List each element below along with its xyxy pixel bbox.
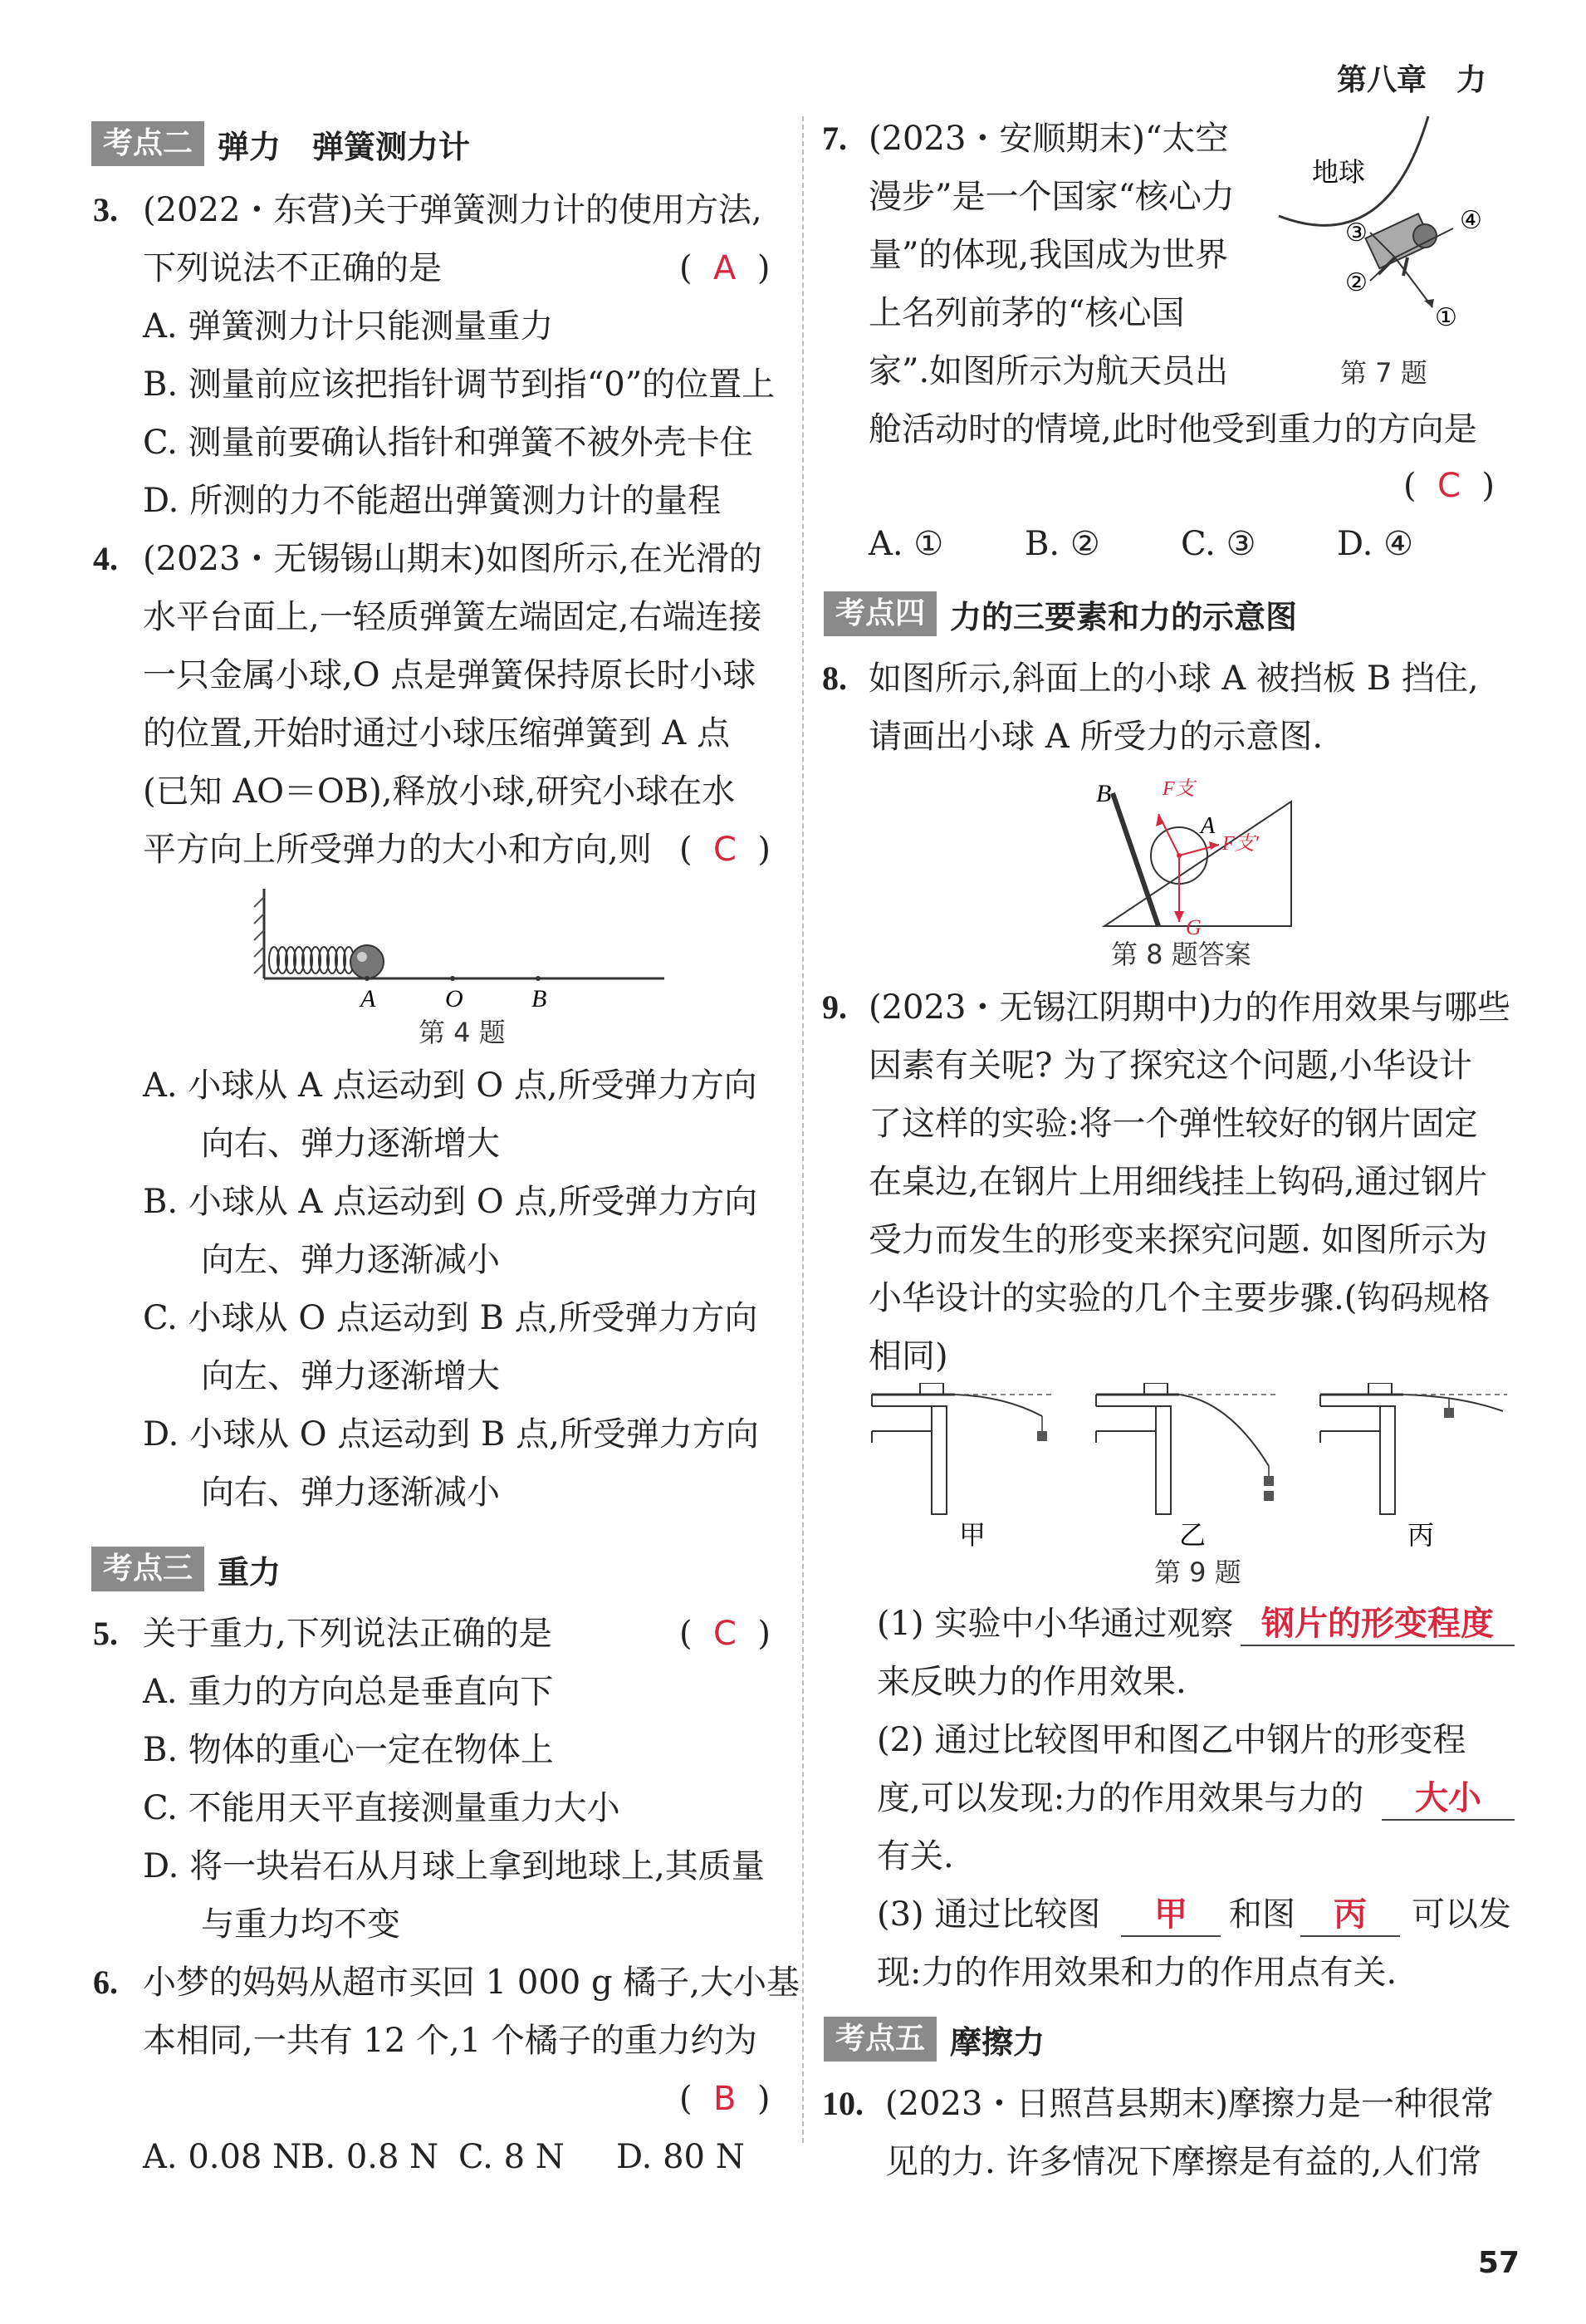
section-tag-label: 考点五 — [824, 2017, 937, 2062]
setup-bing — [1320, 1383, 1507, 1514]
section-tag-label: 考点二 — [91, 121, 204, 166]
question-text: 上名列前茅的“核心国 — [869, 294, 1185, 332]
section-tag-2 — [91, 121, 470, 166]
steel-strip-figure — [864, 1383, 1511, 1549]
blank-3b[interactable]: 丙 — [1300, 1894, 1400, 1937]
option-a: A. 0.08 N — [143, 2138, 302, 2176]
chapter-title: 第八章 力 — [1336, 63, 1486, 97]
option-a: A. ① — [869, 525, 944, 563]
figure-caption: 第 4 题 — [419, 1017, 506, 1048]
section-title: 力的三要素和力的示意图 — [950, 598, 1298, 635]
option-d: D. 80 N — [616, 2138, 745, 2176]
sub-question-2: (2) 通过比较图甲和图乙中钢片的形变程 — [877, 1721, 1466, 1759]
earth-label: 地球 — [1312, 156, 1366, 188]
option-c: C. 不能用天平直接测量重力大小 — [143, 1789, 620, 1827]
figure-caption: 第 7 题 — [1340, 357, 1427, 389]
question-text: 见的力. 许多情况下摩擦是有益的,人们常 — [885, 2143, 1482, 2181]
label-yi: 乙 — [1179, 1519, 1207, 1549]
sub-question-2-end: 有关. — [877, 1837, 954, 1875]
setup-jia — [872, 1383, 1055, 1514]
sub-question-3: (3) 通过比较图 — [877, 1895, 1101, 1934]
label-3: ③ — [1345, 218, 1368, 248]
blank-3a[interactable]: 甲 — [1121, 1894, 1221, 1937]
blank-2[interactable]: 大小 — [1382, 1777, 1515, 1821]
sub-question-1: (1) 实验中小华通过观察 — [877, 1605, 1234, 1643]
question-text: 小梦的妈妈从超市买回 1 000 g 橘子,大小基 — [143, 1964, 800, 2002]
option-d: D. ④ — [1337, 525, 1413, 563]
question-text: 因素有关呢? 为了探究这个问题,小华设计 — [869, 1047, 1472, 1085]
question-text: 量”的体现,我国成为世界 — [869, 236, 1229, 274]
question-text: 下列说法不正确的是 — [143, 249, 442, 287]
label-a: A — [360, 985, 376, 1012]
question-text: 一只金属小球,O 点是弹簧保持原长时小球 — [143, 656, 756, 694]
option-c: C. ③ — [1181, 525, 1256, 563]
question-number: 8. — [822, 659, 847, 697]
label-2: ② — [1345, 268, 1368, 297]
option-b: B. 0.8 N — [301, 2138, 439, 2176]
answer-bracket: ( C ) — [679, 831, 771, 869]
question-text: 关于重力,下列说法正确的是 — [143, 1615, 552, 1653]
answer-bracket: ( C ) — [1403, 467, 1495, 505]
sub-question-2-cont: 度,可以发现:力的作用效果与力的 — [877, 1779, 1364, 1817]
label-1: ① — [1435, 303, 1457, 332]
section-tag-3 — [91, 1547, 281, 1591]
blank-1[interactable]: 钢片的形变程度 — [1241, 1603, 1515, 1646]
figure-caption: 第 8 题答案 — [1111, 939, 1251, 970]
option-c-cont: 向左、弹力逐渐增大 — [201, 1357, 500, 1395]
sub-question-3-mid: 和图 — [1229, 1895, 1295, 1934]
sub-question-3-cont: 现:力的作用效果和力的作用点有关. — [877, 1954, 1398, 1992]
option-d: D. 将一块岩石从月球上拿到地球上,其质量 — [143, 1847, 765, 1885]
option-b-cont: 向左、弹力逐渐减小 — [201, 1241, 500, 1279]
answer: C — [713, 1615, 737, 1653]
answer: C — [713, 831, 737, 869]
question-text: 如图所示,斜面上的小球 A 被挡板 B 挡住, — [869, 659, 1479, 698]
option-b: B. 小球从 A 点运动到 O 点,所受弹力方向 — [143, 1183, 758, 1221]
question-text: 了这样的实验:将一个弹性较好的钢片固定 — [869, 1105, 1478, 1143]
question-number: 5. — [93, 1615, 118, 1652]
question-text: 舱活动时的情境,此时他受到重力的方向是 — [869, 410, 1477, 449]
option-c: C. 测量前要确认指针和弹簧不被外壳卡住 — [143, 424, 753, 462]
question-text: 水平台面上,一轻质弹簧左端固定,右端连接 — [143, 598, 762, 636]
question-text: 的位置,开始时通过小球压缩弹簧到 A 点 — [143, 714, 731, 753]
label-jia: 甲 — [959, 1519, 986, 1549]
section-title: 摩擦力 — [950, 2023, 1045, 2061]
answer: B — [713, 2080, 737, 2118]
section-tag-label: 考点四 — [824, 591, 937, 636]
section-tag-5 — [824, 2017, 1045, 2062]
option-d: D. 小球从 O 点运动到 B 点,所受弹力方向 — [143, 1415, 759, 1454]
astronaut-figure — [1262, 116, 1511, 349]
answer-bracket: ( C ) — [679, 1615, 771, 1653]
option-c: C. 小球从 O 点运动到 B 点,所受弹力方向 — [143, 1299, 758, 1337]
label-4: ④ — [1460, 206, 1482, 235]
question-number: 4. — [93, 540, 118, 577]
question-number: 6. — [93, 1964, 118, 2001]
answer-bracket: ( B ) — [679, 2080, 771, 2118]
question-number: 10. — [822, 2085, 864, 2122]
question-text: 在桌边,在钢片上用细线挂上钩码,通过钢片 — [869, 1163, 1488, 1201]
label-g: G — [1186, 915, 1202, 939]
question-text: (2023・安顺期末)“太空 — [869, 120, 1229, 158]
answer: A — [713, 249, 737, 287]
option-a-cont: 向右、弹力逐渐增大 — [201, 1125, 500, 1163]
setup-yi — [1096, 1383, 1279, 1514]
option-b: B. ② — [1025, 525, 1100, 563]
question-text: (2022・东营)关于弹簧测力计的使用方法, — [143, 191, 762, 229]
label-b: B — [1096, 780, 1112, 807]
question-text: (2023・日照莒县期末)摩擦力是一种很常 — [885, 2085, 1495, 2123]
spring-ball-figure — [249, 880, 681, 1022]
option-c: C. 8 N — [458, 2138, 565, 2176]
label-bing: 丙 — [1407, 1519, 1435, 1549]
option-d: D. 所测的力不能超出弹簧测力计的量程 — [143, 482, 722, 520]
question-text: 受力而发生的形变来探究问题. 如图所示为 — [869, 1221, 1488, 1259]
page-number: 57 — [1477, 2246, 1520, 2280]
question-text: 小华设计的实验的几个主要步骤.(钩码规格 — [869, 1279, 1491, 1317]
sub-question-3-post: 可以发 — [1412, 1895, 1511, 1934]
question-text: (已知 AO＝OB),释放小球,研究小球在水 — [143, 772, 736, 811]
section-tag-label: 考点三 — [91, 1547, 204, 1591]
answer-bracket: ( A ) — [679, 249, 771, 287]
label-f-support-prime: F支′ — [1222, 833, 1259, 855]
sub-question-1-cont: 来反映力的作用效果. — [877, 1663, 1187, 1701]
option-a: A. 重力的方向总是垂直向下 — [143, 1673, 554, 1711]
section-title: 弹力 弹簧测力计 — [218, 128, 471, 165]
figure-caption: 第 9 题 — [1154, 1557, 1241, 1588]
option-b: B. 物体的重心一定在物体上 — [143, 1731, 554, 1769]
label-b: B — [531, 985, 547, 1012]
section-title: 重力 — [218, 1553, 281, 1591]
question-number: 9. — [822, 988, 847, 1026]
option-b: B. 测量前应该把指针调节到指“0”的位置上 — [143, 365, 776, 404]
option-a: A. 弹簧测力计只能测量重力 — [143, 307, 554, 346]
question-text: (2023・无锡锡山期末)如图所示,在光滑的 — [143, 540, 762, 578]
label-o: O — [445, 985, 463, 1012]
column-divider — [802, 116, 804, 2143]
question-text: (2023・无锡江阴期中)力的作用效果与哪些 — [869, 988, 1511, 1027]
incline-figure — [1079, 768, 1312, 943]
question-text: 平方向上所受弹力的大小和方向,则 — [143, 831, 652, 869]
question-text: 漫步”是一个国家“核心力 — [869, 178, 1235, 216]
question-number: 7. — [822, 120, 847, 157]
section-tag-4 — [824, 591, 1297, 636]
question-number: 3. — [93, 191, 118, 228]
option-d-cont: 向右、弹力逐渐减小 — [201, 1473, 500, 1512]
answer: C — [1437, 467, 1461, 505]
label-f-support: F支 — [1163, 778, 1195, 800]
question-text: 请画出小球 A 所受力的示意图. — [869, 718, 1324, 756]
label-a: A — [1201, 813, 1216, 839]
option-d-cont: 与重力均不变 — [201, 1905, 400, 1944]
option-a: A. 小球从 A 点运动到 O 点,所受弹力方向 — [143, 1066, 757, 1105]
question-text: 相同) — [869, 1337, 948, 1375]
question-text: 家”.如图所示为航天员出 — [869, 352, 1229, 390]
question-text: 本相同,一共有 12 个,1 个橘子的重力约为 — [143, 2022, 757, 2060]
